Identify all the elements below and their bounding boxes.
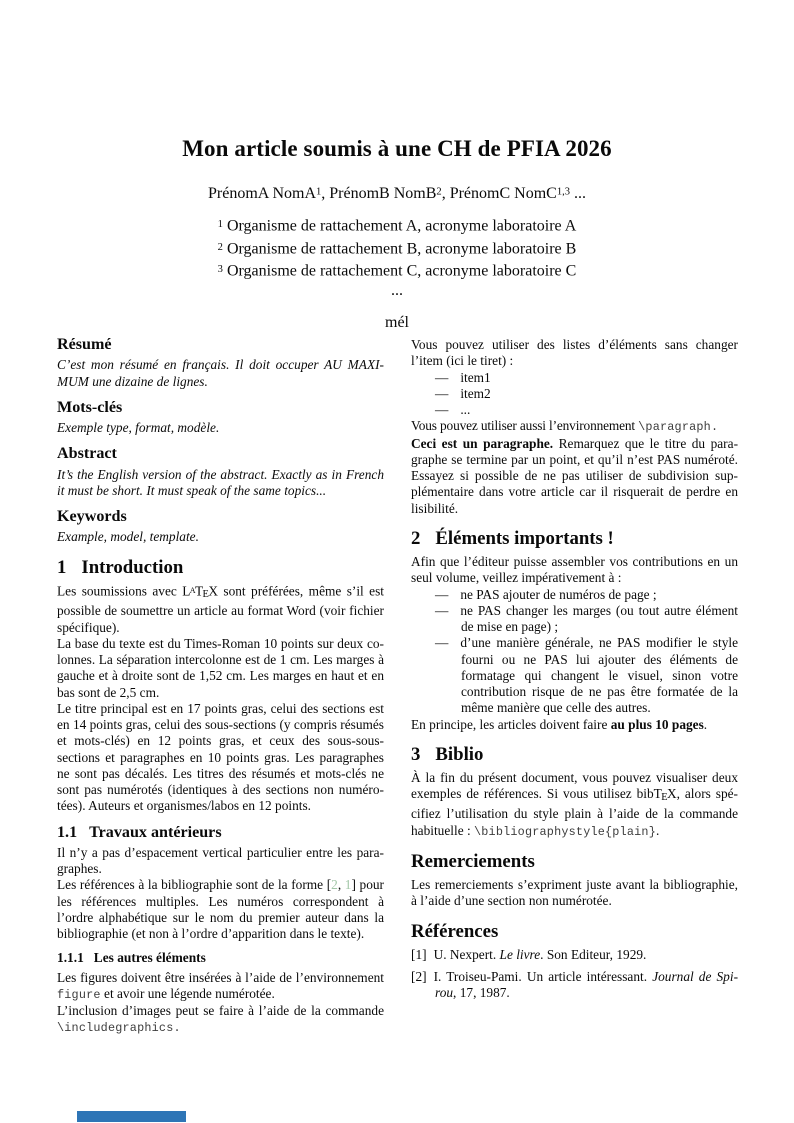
reference-text: [434, 969, 738, 1000]
section-number: 1: [57, 556, 67, 578]
heading-section-1-1-travaux: [57, 825, 384, 841]
heading-keywords: Keywords: [57, 508, 127, 525]
code-inline: \paragraph.: [638, 420, 719, 435]
mots-cles-text: Exemple type, format, modèle.: [57, 420, 220, 435]
text-run: Organisme de rattachement B, acronyme laboratoire B: [222, 240, 577, 258]
text-run: L: [182, 583, 191, 599]
affiliation-2: [57, 237, 737, 260]
text-run: 1: [217, 219, 223, 230]
lists-intro-paragraph: Vous pouvez utiliser des listes d’éléments sans changer l’item (ici le tiret) :: [411, 337, 738, 369]
section-number: 3: [411, 743, 421, 765]
list-item-text: item2: [460, 385, 491, 401]
text-run: Le livre: [499, 946, 541, 962]
section-label: Les autres éléments: [93, 950, 206, 966]
text-run: ] pour les références multiples. Les numéros correspondent à l’ordre alphabétique sur le nom du premier auteur dans la bibliographie (et non à l’ordre d’apparition dans le texte).: [57, 877, 384, 942]
left-column: [57, 337, 384, 1037]
text-run: ,: [337, 877, 345, 893]
resume-text: C’est mon résumé en français. Il doit occuper AU MAXIMUM une dizaine de lignes.: [57, 357, 384, 389]
heading-remerciements: Remerciements: [411, 850, 535, 872]
reference-text: [434, 947, 647, 962]
text-run: .: [703, 716, 708, 732]
code-inline: \bibliographystyle{plain}: [474, 824, 656, 839]
text-run: Journal de Spirou: [435, 969, 739, 1001]
intro-paragraph-1: [57, 583, 384, 636]
section-label: Travaux antérieurs: [89, 823, 222, 841]
dash-bullet: —: [435, 586, 449, 602]
heading-abstract: Abstract: [57, 445, 117, 463]
autres-elements-paragraph-2: [57, 1003, 384, 1037]
text-run: .: [655, 822, 660, 838]
paper-header: [57, 0, 737, 332]
intro-paragraph-3: Le titre principal est en 17 points gras, celui des sections est en 14 points gras, celui des sous-sections (y compris résumés et mots-clés) en 12 points gras, et ceux des sous-sous-sections et paragraphes en 10 points gras. Les paragraphes ne sont pas décalés. Les titres des résumés et mots-clés ne sont pas numérotés (identiques à des sections non numérotées). Auteurs et organismes/labos en 12 points.: [57, 700, 384, 814]
text-run: X, alors spécifiez l’utilisation du style plain à l’aide de la commande habituelle :: [411, 786, 738, 838]
dash-bullet: —: [435, 402, 449, 417]
travaux-paragraph-2: [57, 877, 384, 942]
text-run: À la fin du présent document, vous pouvez visualiser deux exemples de références. Si vous utilisez bibT: [411, 770, 738, 802]
biblio-paragraph: [411, 770, 738, 840]
text-run: , 17, 1987.: [453, 985, 510, 1001]
heading-mots-cles: Mots-clés: [57, 398, 123, 416]
text-run: Les références à la bibliographie sont de la forme [: [57, 877, 332, 893]
intro-paragraph-2: La base du texte est du Times-Roman 10 points sur deux colonnes. La séparation intercolonne est de 1 cm. Les marges à gauche et à droite sont de 1,52 cm. Les marges en haut et en bas sont de 2,5 cm.: [57, 635, 384, 700]
list-item-text: ...: [460, 402, 471, 417]
list-item-text: ne PAS ajouter de numéros de page ;: [460, 586, 657, 602]
elements-intro-paragraph: Afin que l’éditeur puisse assembler vos contributions en un seul volume, veillez impérativement à :: [411, 554, 738, 586]
text-run: 1: [316, 186, 322, 198]
list-item: [411, 603, 738, 636]
text-run: E: [202, 589, 209, 601]
text-run: sont préférées, même s’il est possible de soumettre un article au format Word (voir fichier spécifique).: [57, 583, 385, 635]
dash-bullet: —: [435, 369, 449, 385]
text-run: 2: [217, 241, 223, 253]
dash-bullet: —: [435, 635, 449, 651]
right-column: [411, 337, 738, 1002]
list-item: [411, 402, 738, 418]
list-item: [411, 370, 738, 386]
paper-title: Mon article soumis à une CH de PFIA 2026: [182, 136, 612, 161]
autres-elements-paragraph-1: [57, 970, 384, 1004]
text-run: U. Nexpert.: [433, 946, 500, 962]
ceci-est-un-paragraphe: [411, 436, 738, 517]
text-run: Ceci est un paragraphe.: [411, 435, 554, 451]
paragraph-env-note: [411, 418, 738, 435]
heading-section-2-elements-importants: [411, 527, 738, 549]
text-run: , PrénomC NomC: [441, 185, 557, 202]
email-link[interactable]: mél: [385, 313, 409, 331]
text-run: E: [661, 792, 668, 804]
heading-resume: Résumé: [57, 336, 112, 353]
code-inline: \includegraphics.: [57, 1021, 181, 1036]
abstract-text: It’s the English version of the abstract. Exactly as in French it must be short. It must speak of the same topics...: [57, 466, 384, 498]
text-run: En principe, les articles doivent faire: [411, 716, 611, 732]
heading-section-3-biblio: [411, 743, 738, 765]
text-run: L’inclusion d’images peut se faire à l’aide de la commande: [57, 1003, 384, 1019]
text-run: au plus 10 pages: [610, 716, 704, 732]
text-run: PrénomA NomA: [208, 185, 316, 202]
remerciements-paragraph: Les remerciements s’expriment juste avant la bibliographie, à l’aide d’une section non numérotée.: [411, 877, 738, 909]
text-run: Vous pouvez utiliser aussi l’environnement: [411, 418, 639, 434]
list-item: [411, 587, 738, 603]
text-run: 1,3: [556, 186, 570, 198]
list-item-text: ne PAS changer les marges (ou tout autre élément de mise en page) ;: [460, 602, 738, 634]
text-run: I. Troiseu-Pami. Un article intéressant.: [433, 969, 653, 985]
dix-pages-paragraph: [411, 717, 738, 733]
section-number: 1.1.1: [57, 950, 84, 966]
text-run: Remarquez que le titre du paragraphe se termine par un point, et qu’il n’est PAS numéroté. Essayez si possible de ne pas utiliser de subdivision supplémentaire dans votre article car il risquerait de perdre en lisibilité.: [411, 435, 739, 516]
heading-section-1-introduction: [57, 556, 384, 578]
text-run: et avoir une légende numérotée.: [100, 985, 275, 1001]
travaux-paragraph-1: Il n’y a pas d’espacement vertical particulier entre les paragraphes.: [57, 844, 384, 877]
text-run: Organisme de rattachement A, acronyme laboratoire A: [222, 217, 577, 235]
citation-link-1[interactable]: 1: [344, 877, 352, 893]
text-run: A: [189, 585, 196, 595]
section-label: Biblio: [435, 743, 484, 765]
code-inline: figure: [57, 987, 101, 1002]
affiliation-1: [57, 214, 737, 237]
reference-entry-1: [411, 947, 738, 963]
text-run: Les soumissions avec: [57, 583, 183, 599]
dash-bullet: —: [435, 385, 449, 401]
text-run: Les figures doivent être insérées à l’aide de l’environnement: [57, 969, 384, 985]
dash-bullet: —: [435, 602, 449, 618]
text-run: 3: [217, 264, 223, 276]
text-run: 2: [436, 186, 442, 198]
text-run: ...: [570, 185, 586, 202]
list-item-text: item1: [460, 369, 491, 385]
list-item-text: d’une manière générale, ne PAS modifier le style fourni ou ne PAS lui ajouter des éléments de formatage qui changent le visuel, sinon votre contribution risque de ne pas être formatée de la même manière que celle des autres.: [460, 635, 738, 716]
affiliation-ellipsis: ...: [391, 281, 403, 299]
text-run: , PrénomB NomB: [321, 185, 437, 202]
heading-references: Références: [411, 920, 499, 942]
affiliations: [57, 214, 737, 300]
reference-number: [1]: [411, 946, 427, 962]
reference-entry-2: [411, 969, 738, 1002]
section-label: Introduction: [81, 556, 184, 578]
authors-line: [57, 185, 737, 203]
section-number: 2: [411, 527, 421, 549]
bottom-blue-bar: [77, 1111, 186, 1122]
text-run: T: [194, 583, 204, 599]
keywords-text: Example, model, template.: [57, 529, 199, 545]
list-item: [411, 386, 738, 402]
reference-number: [2]: [411, 969, 427, 985]
section-number: 1.1: [57, 823, 78, 841]
citation-link-2[interactable]: 2: [331, 877, 338, 893]
section-label: Éléments importants !: [435, 527, 614, 549]
list-item: [411, 635, 738, 716]
text-run: Organisme de rattachement C, acronyme laboratoire C: [222, 262, 577, 280]
affiliation-3: [57, 259, 737, 282]
text-run: . Son Editeur, 1929.: [540, 946, 647, 962]
text-run: X: [208, 583, 218, 599]
heading-section-1-1-1-autres-elements: [57, 950, 384, 966]
